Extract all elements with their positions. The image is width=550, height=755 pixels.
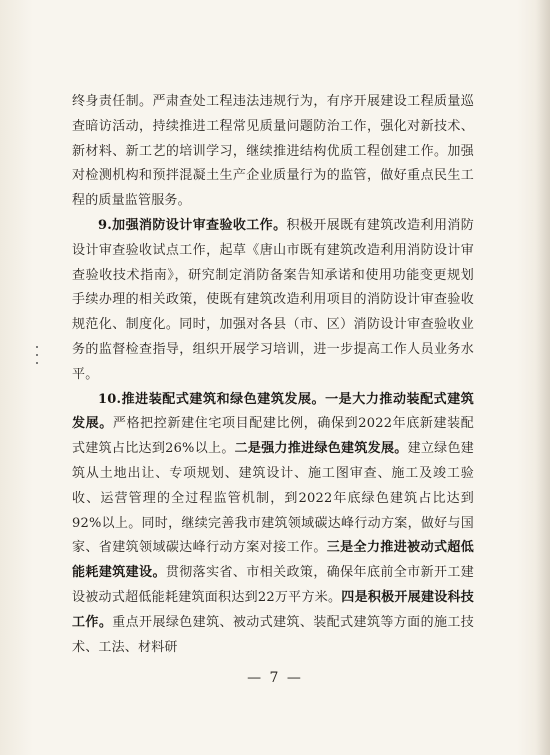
paragraph-3-bold-2: 二是强力推进绿色建筑发展。	[234, 441, 408, 457]
paragraph-3	[72, 388, 474, 661]
binding-marks	[36, 346, 40, 376]
paragraph-3-text-3: 贯彻落实省、市相关政策，确保年底前全市新开工建设被动式超低能耗建筑面积达到22万平方米。	[72, 565, 474, 605]
page-edge-shadow	[536, 0, 550, 755]
paragraph-3-text-2: 建立绿色建筑从土地出让、专项规划、建筑设计、施工图审查、施工及竣工验收、运营管理的全过程监管机制，到2022年底绿色建筑占比达到92%以上。同时，继续完善我市建筑领域碳达峰行动方案，做好与国家、省建筑领域碳达峰行动方案对接工作。	[72, 441, 474, 556]
paragraph-3-text-1: 严格把控新建住宅项目配建比例，确保到2022年底新建装配式建筑占比达到26%以上。	[72, 416, 474, 457]
binding-dot	[36, 346, 38, 348]
paragraph-2-body: 积极开展既有建筑改造利用消防设计审查验收试点工作，起草《唐山市既有建筑改造利用消防设计审查验收技术指南》，研究制定消防备案告知承诺和使用功能变更规划手续办理的相关政策，使既有建筑改造利用项目的消防设计审查验收规范化、制度化。同时，加强对各县（市、区）消防设计审查验收业务的监督检查指导，组织开展学习培训，进一步提高工作人员业务水平。	[72, 217, 474, 382]
paragraph-3-text-4: 重点开展绿色建筑、被动式建筑、装配式建筑等方面的施工技术、工法、材料研	[72, 614, 475, 655]
paragraph-1: 终身责任制。严肃查处工程违法违规行为，有序开展建设工程质量巡查暗访活动，持续推进工程常见质量问题防治工作，强化对新技术、新材料、新工艺的培训学习，继续推进结构优质工程创建工作。加强对检测机构和预拌混凝土生产企业质量行为的监管，做好重点民生工程的质量监管服务。	[72, 94, 474, 209]
binding-dot	[36, 362, 38, 364]
paragraph-3-heading: 10.推进装配式建筑和绿色建筑发展。一是大力推动装配式建筑发展。	[72, 391, 474, 432]
binding-dot	[36, 354, 38, 356]
body-text	[72, 90, 474, 660]
paragraph-2-heading: 9.加强消防设计审查验收工作。	[98, 217, 287, 233]
page-number: — 7 —	[247, 670, 303, 686]
paragraph-3-bold-4: 四是积极开展建设科技工作。	[72, 589, 474, 630]
paragraph-2	[72, 214, 474, 388]
paragraph-3-bold-3: 三是全力推进被动式超低能耗建筑建设。	[72, 540, 474, 581]
